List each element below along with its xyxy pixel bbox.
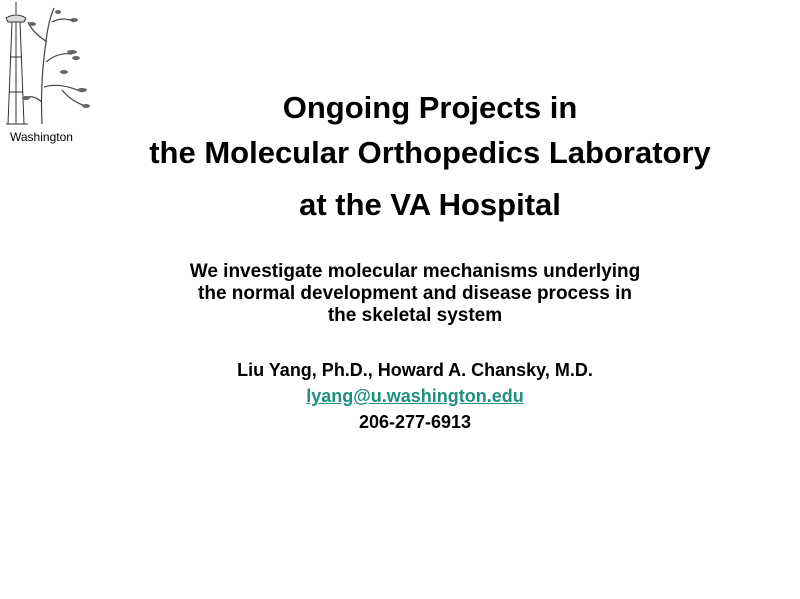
description — [0, 261, 800, 327]
logo-caption: Washington — [10, 130, 73, 144]
description-line-3: the skeletal system — [327, 305, 503, 326]
description-line-1: We investigate molecular mechanisms underlying — [189, 261, 641, 282]
title-line-2: the Molecular Orthopedics Laboratory — [149, 135, 711, 170]
title-line-1: Ongoing Projects in — [282, 90, 578, 125]
contact-block — [0, 357, 800, 435]
title-line-3: at the VA Hospital — [299, 187, 561, 222]
phone-number: 206-277-6913 — [358, 412, 472, 432]
description-line-2: the normal development and disease process in — [198, 283, 632, 304]
email-link[interactable]: lyang@u.washington.edu — [306, 386, 524, 406]
author-names: Liu Yang, Ph.D., Howard A. Chansky, M.D. — [237, 360, 593, 380]
